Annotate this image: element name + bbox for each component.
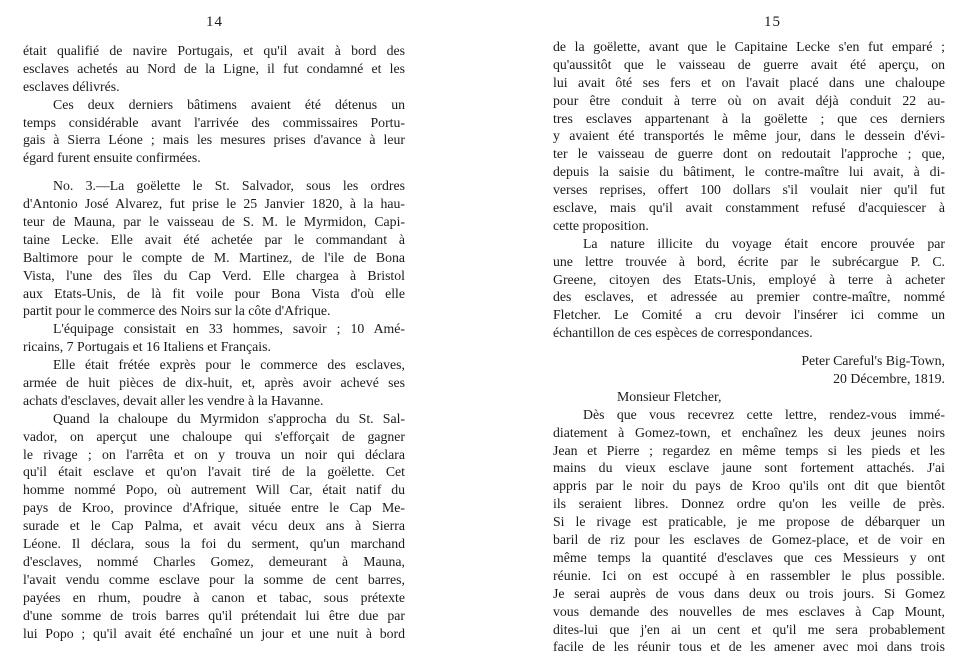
- text-line: achats d'esclaves, devait aller les vendre à la Havanne.: [23, 392, 324, 408]
- text-line: y avaient été transportés le même jour, dans le dessein d'évi-: [553, 128, 945, 144]
- text-line: vador, on aperçut une chaloupe qui s'efforçait de gagner: [23, 428, 405, 444]
- text-line: ricains, 7 Portugais et 16 Italiens et Français.: [23, 339, 271, 355]
- text-line: Vista, l'une des îles du Cap Verd. Elle chargea à Bristol: [23, 267, 405, 283]
- text-line: partit pour le commerce des Noirs sur la côte d'Afrique.: [23, 303, 331, 319]
- text-line: 20 Décembre, 1819.: [833, 371, 945, 387]
- text-line: était qualifié de navire Portugais, et qu'il avait à bord des: [23, 43, 405, 58]
- paragraph-gap: [553, 342, 945, 352]
- text-line: No. 3.—La goëlette le St. Salvador, sous les ordres: [53, 178, 405, 194]
- text-line: mains du vieux esclave jaune sont fortement attachés. J'ai: [553, 460, 945, 476]
- text-line: baril de riz pour les esclaves de Gomez-place, et de voir en: [553, 532, 945, 548]
- text-line: appris par le noir du pays de Kroo qu'ils ont dit que bientôt: [553, 478, 945, 494]
- text-line: qu'il était esclave et qu'on l'avait tiré de la goëlette. Cet: [23, 464, 405, 480]
- text-line: esclaves délivrés.: [23, 78, 120, 94]
- text-line: Jean et Pierre ; regardez en même temps si les pieds et les: [553, 442, 945, 458]
- text-line: ils seraient libres. Donnez ordre qu'on les veille de près.: [553, 496, 945, 512]
- text-line: armée de huit pièces de dix-huit, et, après avoir achevé ses: [23, 375, 405, 391]
- text-line: une lettre trouvée à bord, écrite par le subrécargue P. C.: [553, 253, 945, 269]
- text-line: même temps la quantité d'esclaves que ces Messieurs y ont: [553, 549, 945, 565]
- paragraph-gap: [23, 167, 405, 177]
- left-page: [0, 0, 490, 641]
- left-page-text: [23, 42, 405, 642]
- text-line: l'avait vendu comme esclave pour la somme de cent barres,: [23, 571, 405, 587]
- text-line: Ces deux derniers bâtimens avaient été détenus un: [53, 96, 405, 112]
- text-line: surade et le Cap Palma, et avait vécu deux ans à Sierra: [23, 518, 405, 534]
- text-line: dites-lui que j'en ai un cent et qu'il me sera probablement: [553, 621, 945, 637]
- text-line: esclaves achetés au Nord de la Ligne, il fut condamné et les: [23, 60, 405, 76]
- text-line: d'Antonio José Alvarez, fut prise le 25 Janvier 1820, à la hau-: [23, 196, 405, 212]
- text-line: d'esclaves, nommé Charles Gomez, demeurant à Mauna,: [23, 553, 405, 569]
- text-line: Dès que vous recevrez cette lettre, rendez-vous immé-: [583, 406, 945, 422]
- text-line: tres esclaves appartenant à la goëlette ; que ces derniers: [553, 110, 945, 126]
- text-line: diatement à Gomez-town, et enchaînez les deux jeunes noirs: [553, 424, 945, 440]
- text-line: pays de Kroo, province d'Afrique, située entre le Cap Me-: [23, 500, 405, 516]
- text-line: ter le vaisseau de guerre dont on redoutait l'approche ; que,: [553, 146, 945, 162]
- text-line: depuis la saisie du bâtiment, le contre-maître lui avait, à di-: [553, 164, 945, 180]
- text-line: lui Popo ; qu'il avait été enchaîné un jour et une nuit à bord: [23, 625, 405, 641]
- page-number: 14: [206, 14, 223, 30]
- text-line: pour être conduit à terre où on avait déjà conduit 22 au-: [553, 92, 945, 108]
- text-line: L'équipage consistait en 33 hommes, savoir ; 10 Amé-: [53, 321, 405, 337]
- text-line: Peter Careful's Big-Town,: [801, 353, 945, 369]
- text-line: Fletcher. Le Comité a cru devoir l'insérer ici comme un: [553, 307, 945, 323]
- text-line: Quand la chaloupe du Myrmidon s'approcha du St. Sal-: [53, 410, 405, 426]
- text-line: de la goëlette, avant que le Capitaine Lecke s'en fut emparé ;: [553, 39, 945, 54]
- right-page: [490, 0, 980, 655]
- text-line: La nature illicite du voyage était encore prouvée par: [583, 235, 945, 251]
- text-line: qu'aussitôt que le vaisseau de guerre avait été aperçu, on: [553, 56, 945, 72]
- page-number: 15: [764, 14, 781, 30]
- text-line: égard furent ensuite confirmées.: [23, 150, 201, 166]
- text-line: payées en rhum, poudre à canon et tabac, sous prétexte: [23, 589, 405, 605]
- text-line: des esclaves, et adressée au premier contre-maître, nommé: [553, 289, 945, 305]
- text-line: Baltimore pour le compte de M. Martinez, de l'ile de Bona: [23, 249, 405, 265]
- right-page-text: [553, 38, 945, 656]
- text-line: Je serai auprès de vous dans deux ou trois jours. Si Gomez: [553, 585, 945, 601]
- text-line: teur de Mauna, par le vaisseau de S. M. le Myrmidon, Capi-: [23, 214, 405, 230]
- text-line: réunie. Ici on est occupé à en rassembler le plus possible.: [553, 567, 945, 583]
- text-line: Monsieur Fletcher,: [617, 388, 722, 404]
- text-line: esclave, mais qu'il avait constamment refusé d'acquiescer à: [553, 200, 945, 216]
- text-line: lui avait ôté ses fers et on l'avait placé dans une chaloupe: [553, 74, 945, 90]
- text-line: d'une somme de trois barres qu'il prétendait lui être due par: [23, 607, 405, 623]
- text-line: verses reprises, offert 100 dollars s'il voulait nier qu'il fut: [553, 182, 945, 198]
- text-line: Si le rivage est praticable, je me propose de débarquer un: [553, 514, 945, 530]
- text-line: Léone. Il déclara, sous la foi du serment, qu'un marchand: [23, 536, 405, 552]
- text-line: taine Lecke. Elle avait été achetée par le commandant à: [23, 231, 405, 247]
- text-line: facile de les réunir tous et de les amener avec moi dans trois: [553, 639, 945, 655]
- text-line: homme nommé Popo, où autrement Will Car, était natif du: [23, 482, 405, 498]
- text-line: cette proposition.: [553, 217, 649, 233]
- text-line: le rivage ; on l'arrêta et on y trouva un noir qui déclara: [23, 446, 405, 462]
- text-line: vous demande des nouvelles de mes esclaves à Cap Mount,: [553, 603, 945, 619]
- text-line: échantillon de ces espèces de correspondances.: [553, 325, 813, 341]
- text-line: aux Etats-Unis, de là fit voile pour Bona Vista d'où elle: [23, 285, 405, 301]
- text-line: Greene, citoyen des Etats-Unis, employé à terre à acheter: [553, 271, 945, 287]
- text-line: gais à Sierra Léone ; mais les mesures prises d'avance à leur: [23, 132, 405, 148]
- text-line: temps considérable avant l'arrivée des commissaires Portu-: [23, 114, 405, 130]
- text-line: Elle était frétée exprès pour le commerce des esclaves,: [53, 357, 405, 373]
